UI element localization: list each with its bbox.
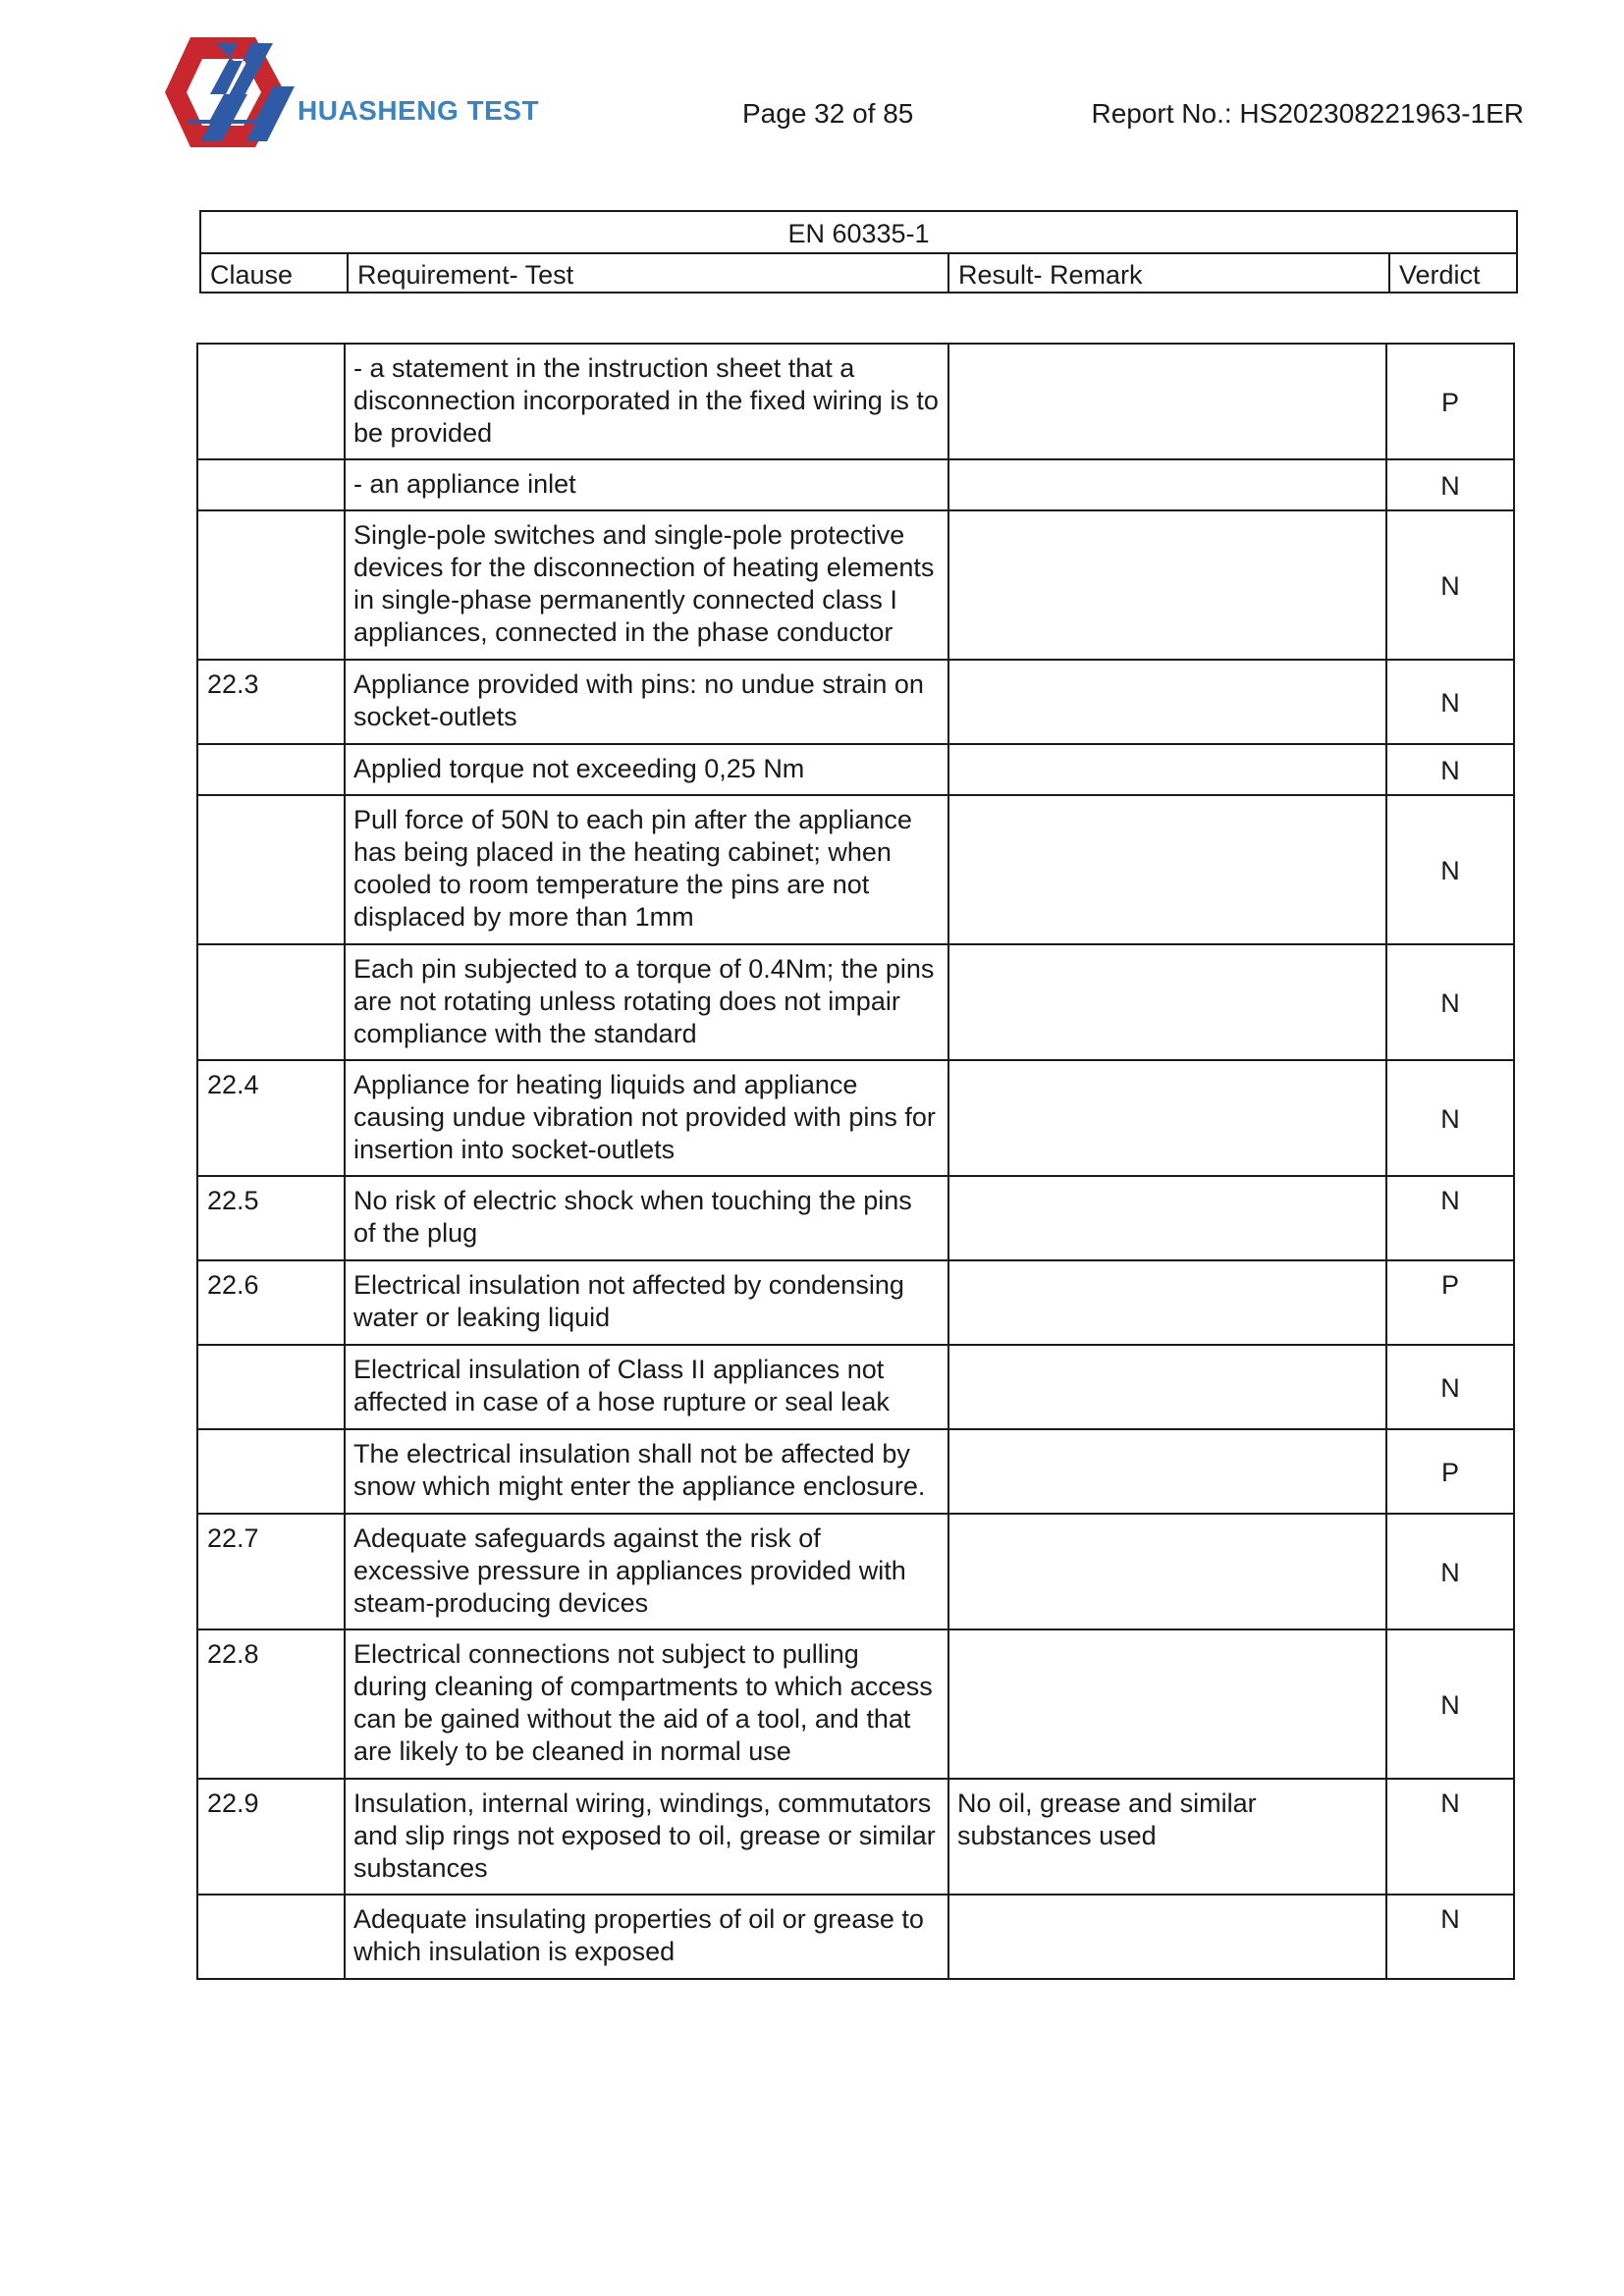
result-cell — [948, 660, 1386, 744]
clause-cell — [197, 944, 345, 1060]
result-cell — [948, 1060, 1386, 1176]
table-row — [197, 1514, 1514, 1629]
requirement-cell: Appliance for heating liquids and appliance causing undue vibration not provided with pins for insertion into socket-outlets — [345, 1060, 948, 1176]
table-row — [197, 1060, 1514, 1176]
result-cell: No oil, grease and similar substances used — [948, 1779, 1386, 1895]
clause-cell: 22.7 — [197, 1514, 345, 1629]
clause-cell — [197, 459, 345, 510]
verdict-cell: N — [1386, 1514, 1514, 1629]
table-row — [197, 1176, 1514, 1260]
requirement-cell: Each pin subjected to a torque of 0.4Nm; the pins are not rotating unless rotating does not impair compliance with the standard — [345, 944, 948, 1060]
result-cell — [948, 459, 1386, 510]
table-row — [197, 459, 1514, 510]
verdict-cell: N — [1386, 795, 1514, 944]
result-cell — [948, 344, 1386, 459]
table-row — [197, 1260, 1514, 1345]
requirement-cell: Adequate insulating properties of oil or grease to which insulation is exposed — [345, 1895, 948, 1979]
table-row — [197, 1779, 1514, 1895]
requirement-cell: The electrical insulation shall not be affected by snow which might enter the appliance enclosure. — [345, 1429, 948, 1514]
clause-cell: 22.4 — [197, 1060, 345, 1176]
table-row — [197, 1429, 1514, 1514]
result-cell — [948, 1260, 1386, 1345]
clause-cell — [197, 344, 345, 459]
requirement-cell: Adequate safeguards against the risk of excessive pressure in appliances provided with steam-producing devices — [345, 1514, 948, 1629]
table-row — [197, 1629, 1514, 1779]
huasheng-logo-icon — [165, 35, 298, 151]
result-cell — [948, 1345, 1386, 1429]
column-header-result: Result- Remark — [948, 253, 1389, 293]
clause-cell — [197, 744, 345, 795]
result-cell — [948, 795, 1386, 944]
table-row — [197, 944, 1514, 1060]
requirement-cell: Electrical insulation not affected by condensing water or leaking liquid — [345, 1260, 948, 1345]
result-cell — [948, 510, 1386, 660]
verdict-cell: N — [1386, 510, 1514, 660]
clause-cell: 22.9 — [197, 1779, 345, 1895]
verdict-cell: P — [1386, 1429, 1514, 1514]
verdict-cell: N — [1386, 459, 1514, 510]
clause-cell — [197, 795, 345, 944]
verdict-cell: N — [1386, 1779, 1514, 1895]
column-header-verdict: Verdict — [1389, 253, 1517, 293]
verdict-cell: N — [1386, 1345, 1514, 1429]
table-row — [197, 660, 1514, 744]
clause-cell: 22.5 — [197, 1176, 345, 1260]
verdict-cell: N — [1386, 744, 1514, 795]
clause-cell — [197, 1345, 345, 1429]
brand-name: HUASHENG TEST — [298, 95, 540, 126]
table-row — [197, 1895, 1514, 1979]
verdict-cell: N — [1386, 1176, 1514, 1260]
report-number: Report No.: HS202308221963-1ER — [1091, 98, 1524, 129]
result-cell — [948, 1429, 1386, 1514]
requirement-cell: Electrical insulation of Class II appliances not affected in case of a hose rupture or seal leak — [345, 1345, 948, 1429]
result-cell — [948, 1514, 1386, 1629]
clause-cell — [197, 510, 345, 660]
requirement-cell: Insulation, internal wiring, windings, commutators and slip rings not exposed to oil, grease or similar substances — [345, 1779, 948, 1895]
verdict-cell: N — [1386, 660, 1514, 744]
clause-cell: 22.8 — [197, 1629, 345, 1779]
result-cell — [948, 1895, 1386, 1979]
result-cell — [948, 1629, 1386, 1779]
verdict-cell: N — [1386, 1060, 1514, 1176]
clause-cell — [197, 1895, 345, 1979]
standard-title: EN 60335-1 — [200, 211, 1517, 253]
table-header — [199, 210, 1518, 294]
column-header-requirement: Requirement- Test — [348, 253, 948, 293]
requirement-cell: No risk of electric shock when touching the pins of the plug — [345, 1176, 948, 1260]
clause-cell: 22.3 — [197, 660, 345, 744]
requirements-table — [196, 343, 1515, 1980]
requirement-cell: Single-pole switches and single-pole protective devices for the disconnection of heating elements in single-phase permanently connected class I appliances, connected in the phase conductor — [345, 510, 948, 660]
requirement-cell: Appliance provided with pins: no undue strain on socket-outlets — [345, 660, 948, 744]
verdict-cell: N — [1386, 1629, 1514, 1779]
clause-cell: 22.6 — [197, 1260, 345, 1345]
table-row — [197, 1345, 1514, 1429]
requirement-cell: - a statement in the instruction sheet that a disconnection incorporated in the fixed wiring is to be provided — [345, 344, 948, 459]
column-header-row — [200, 253, 1517, 293]
verdict-cell: N — [1386, 1895, 1514, 1979]
clause-cell — [197, 1429, 345, 1514]
page-number: Page 32 of 85 — [742, 98, 914, 129]
result-cell — [948, 1176, 1386, 1260]
requirement-cell: Electrical connections not subject to pulling during cleaning of compartments to which access can be gained without the aid of a tool, and that are likely to be cleaned in normal use — [345, 1629, 948, 1779]
requirement-cell: Pull force of 50N to each pin after the appliance has being placed in the heating cabinet; when cooled to room temperature the pins are not displaced by more than 1mm — [345, 795, 948, 944]
table-row — [197, 744, 1514, 795]
page-header — [0, 0, 1624, 167]
table-row — [197, 344, 1514, 459]
column-header-clause: Clause — [200, 253, 348, 293]
requirement-cell: - an appliance inlet — [345, 459, 948, 510]
table-row — [197, 795, 1514, 944]
requirement-cell: Applied torque not exceeding 0,25 Nm — [345, 744, 948, 795]
table-row — [197, 510, 1514, 660]
verdict-cell: P — [1386, 344, 1514, 459]
result-cell — [948, 944, 1386, 1060]
verdict-cell: N — [1386, 944, 1514, 1060]
result-cell — [948, 744, 1386, 795]
verdict-cell: P — [1386, 1260, 1514, 1345]
standard-row — [200, 211, 1517, 253]
